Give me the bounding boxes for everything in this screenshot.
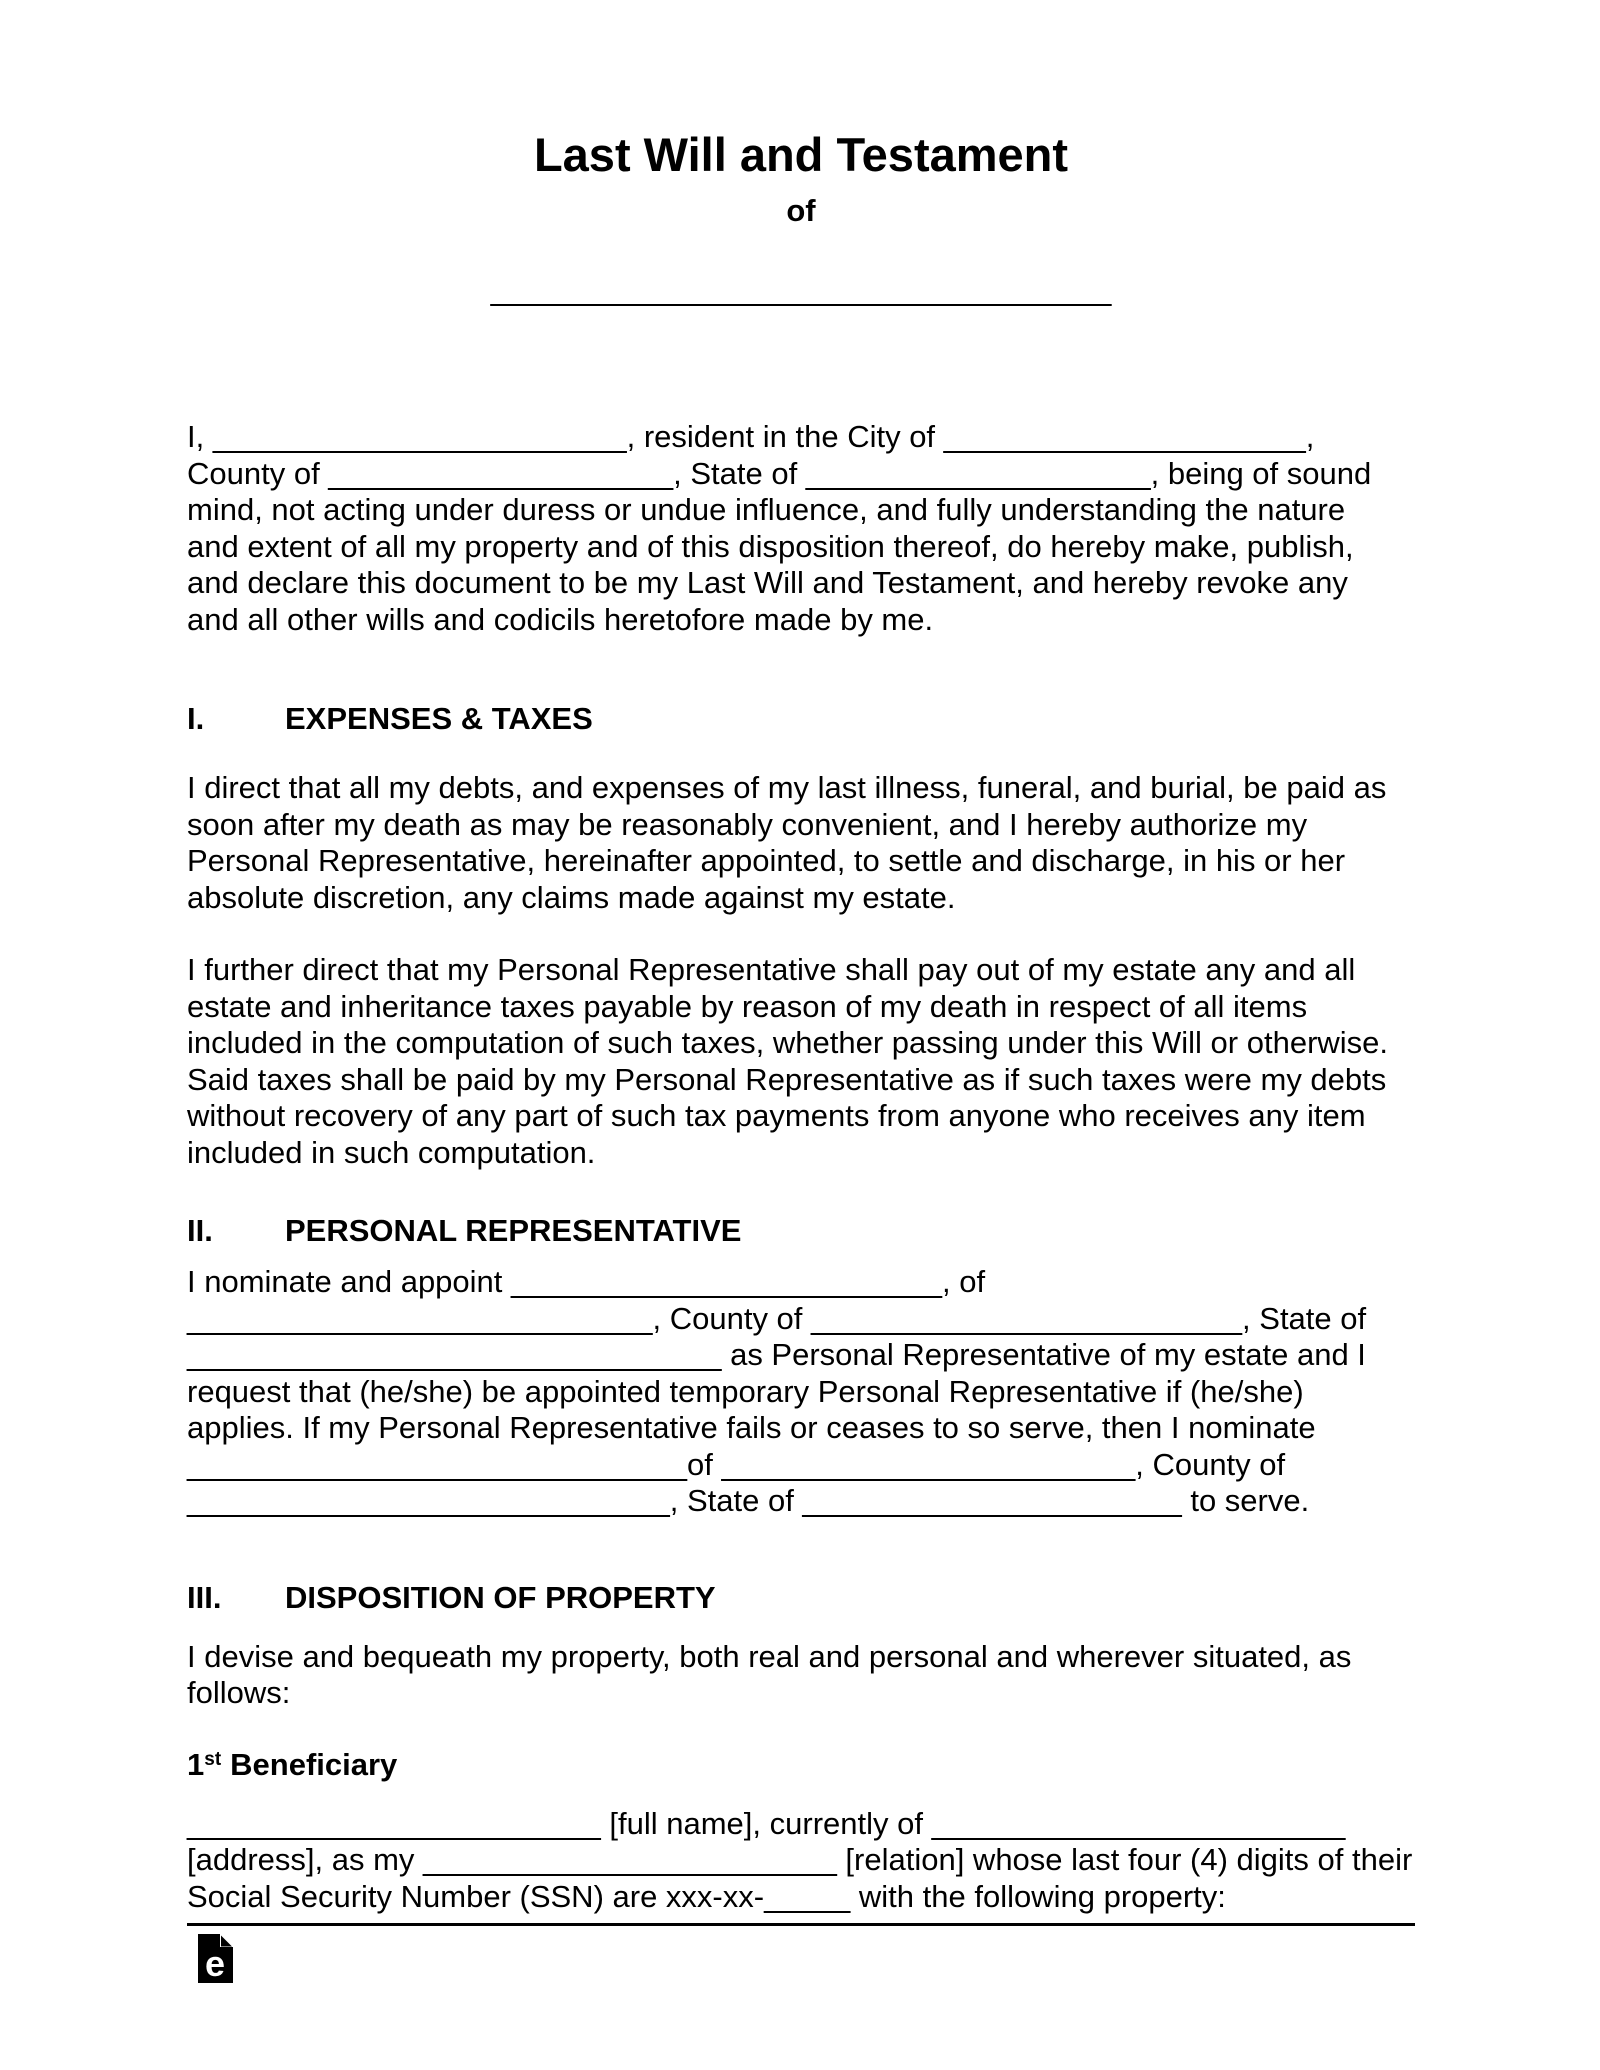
eforms-logo-icon [198, 1934, 233, 1983]
text-line: Said taxes shall be paid by my Personal Representative as if such taxes were my debts [187, 1061, 1387, 1097]
beneficiary-label: Beneficiary [230, 1746, 398, 1782]
opening-declaration-paragraph [187, 419, 1415, 638]
first-beneficiary-paragraph [187, 1806, 1415, 1916]
eforms-logo [198, 1934, 1415, 1983]
section-heading-disposition-of-property [187, 1579, 1415, 1616]
text-line: soon after my death as may be reasonably convenient, and I hereby authorize my [187, 806, 1308, 842]
text-line: and all other wills and codicils heretofore made by me. [187, 601, 934, 637]
text-line: and declare this document to be my Last Will and Testament, and hereby revoke any [187, 565, 1348, 600]
text-line: without recovery of any part of such tax payments from anyone who receives any item [187, 1098, 1366, 1133]
text-line: I direct that all my debts, and expenses of my last illness, funeral, and burial, be paid as [187, 770, 1387, 805]
expenses-paragraph-2 [187, 952, 1415, 1171]
beneficiary-ordinal: st [204, 1748, 222, 1770]
section-heading-expenses-taxes [187, 700, 1415, 737]
disposition-paragraph [187, 1639, 1415, 1712]
text-line: ___________________________, County of _________________________, State of [187, 1300, 1367, 1336]
section-title: DISPOSITION OF PROPERTY [285, 1579, 716, 1615]
text-line: estate and inheritance taxes payable by reason of my death in respect of all items [187, 988, 1308, 1024]
text-line: I, ________________________, resident in the City of _____________________, [187, 419, 1315, 454]
text-line: included in the computation of such taxes, whether passing under this Will or otherwise. [187, 1025, 1389, 1060]
text-line: County of ____________________, State of ____________________, being of sound [187, 455, 1372, 491]
section-numeral: III. [187, 1579, 222, 1615]
text-line: follows: [187, 1675, 291, 1710]
section-title: PERSONAL REPRESENTATIVE [285, 1213, 742, 1248]
text-line: ________________________ [full name], currently of ________________________ [187, 1805, 1346, 1841]
expenses-paragraph-1 [187, 770, 1415, 916]
section-title: EXPENSES & TAXES [285, 701, 593, 736]
text-line: I devise and bequeath my property, both real and personal and wherever situated, as [187, 1638, 1352, 1674]
property-blank-line [187, 1923, 1415, 1926]
personal-representative-paragraph [187, 1264, 1415, 1520]
testator-name-blank-line: ____________________________________ [490, 272, 1112, 307]
eforms-logo-letter: e [204, 1943, 226, 1983]
text-line: Personal Representative, hereinafter appointed, to settle and discharge, in his or her [187, 843, 1346, 878]
text-line: _______________________________ as Personal Representative of my estate and I [187, 1337, 1366, 1372]
text-line: and extent of all my property and of this disposition thereof, do hereby make, publish, [187, 528, 1354, 564]
text-line: Social Security Number (SSN) are xxx-xx-_____ with the following property: [187, 1878, 1226, 1914]
text-line: _____________________________of ________________________, County of [187, 1446, 1286, 1482]
text-line: I further direct that my Personal Representative shall pay out of my estate any and all [187, 952, 1356, 987]
text-line: ____________________________, State of ______________________ to serve. [187, 1483, 1310, 1518]
text-line: absolute discretion, any claims made against my estate. [187, 879, 956, 915]
document-subtitle-of: of [786, 193, 816, 228]
text-line: included in such computation. [187, 1134, 596, 1170]
first-beneficiary-heading [187, 1746, 1415, 1788]
section-numeral: II. [187, 1213, 213, 1248]
text-line: [address], as my ________________________ [relation] whose last four (4) digits of their [187, 1842, 1413, 1877]
section-heading-personal-representative [187, 1212, 1415, 1249]
text-line: mind, not acting under duress or undue influence, and fully understanding the nature [187, 492, 1346, 527]
text-line: I nominate and appoint _________________________, of [187, 1264, 986, 1299]
text-line: request that (he/she) be appointed temporary Personal Representative if (he/she) [187, 1373, 1304, 1409]
text-line: applies. If my Personal Representative fails or ceases to so serve, then I nominate [187, 1410, 1316, 1445]
section-numeral: I. [187, 701, 205, 736]
document-title: Last Will and Testament [533, 128, 1069, 181]
beneficiary-number: 1 [187, 1746, 205, 1782]
